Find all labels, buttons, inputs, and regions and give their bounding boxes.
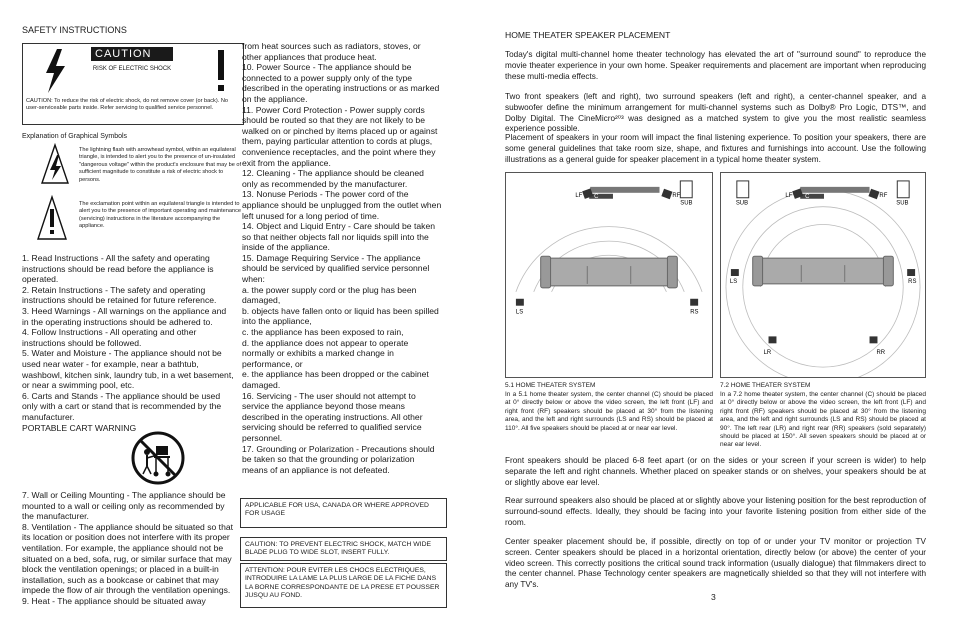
instructions-column-1b: [22, 490, 234, 607]
right-front-speaker: [661, 189, 672, 199]
caption-7-2-title: 7.2 HOME THEATER SYSTEM: [720, 382, 811, 389]
label-lr: LR: [763, 350, 772, 357]
label-lf: LF: [785, 192, 793, 199]
instruction-item: 6. Carts and Stands - The appliance should be used only with a cart or stand that is recommended by the manufacturer.: [22, 390, 222, 422]
safety-heading: SAFETY INSTRUCTIONS: [22, 25, 127, 35]
caution-box: [22, 43, 244, 125]
right-surround-speaker: [690, 299, 698, 306]
subwoofer: [680, 181, 692, 198]
left-surround-speaker: [731, 269, 739, 276]
label-ls: LS: [515, 309, 524, 316]
instruction-item: 2. Retain Instructions - The safety and operating instructions should be retained for future reference.: [22, 284, 217, 306]
instruction-item: e. the appliance has been dropped or the cabinet damaged.: [242, 369, 429, 390]
instruction-item: 12. Cleaning - The appliance should be cleaned only as recommended by the manufacturer.: [242, 168, 424, 189]
label-rr: RR: [876, 350, 886, 357]
caution-note: CAUTION: To reduce the risk of electric shock, do not remove cover (or back). No user-serviceable parts inside. Refer servicing to qualified service personnel.: [26, 98, 228, 111]
label-ls: LS: [729, 278, 738, 285]
sofa: [758, 258, 889, 284]
caption-7-2-body: In a 7.2 home theater system, the center channel (C) should be placed at 0° directly below or above the video screen, the left front (LF) and right front (RF) speakers should be placed at 30° from the listening area, and the left and right surrounds (LS and RS) should be placed at 90°. The left rear (LR) and right rear (RR) speakers (sold separately) should be placed at 150°. All seven speakers should be placed at or near ear level.: [720, 391, 926, 449]
instruction-item: PORTABLE CART WARNING: [22, 422, 137, 433]
instruction-item: 5. Water and Moisture - The appliance should not be used near water - for example, near a bathtub, washbowl, kitchen sink, laundry tub, in a wet basement, or near a swimming pool, etc.: [22, 348, 234, 391]
diagram-5-1: [505, 172, 713, 378]
video-screen: [590, 187, 659, 193]
rear-speaker-paragraph: Rear surround speakers also should be placed at or slightly above your listening position for the best reproduction of surround-sound effects. Ideally, they should be facing into your favorite listening position from either side of the room.: [505, 496, 926, 527]
lightning-triangle-icon: [40, 143, 70, 185]
instruction-item: d. the appliance does not appear to operate normally or exhibits a marked change in performance, or: [242, 337, 409, 369]
exclamation-symbol-text: The exclamation point within an equilateral triangle is intended to alert you to the presence of important operating and maintenance (servicing) instructions in the literature accompanying the appliance.: [79, 201, 242, 230]
label-rf: RF: [879, 192, 888, 199]
instruction-item: 16. Servicing - The user should not attempt to service the appliance beyond those means described in the operating instructions. All other servicing should be referred to qualified service personnel.: [242, 390, 423, 443]
subwoofer-left: [737, 181, 749, 198]
left-surround-speaker: [516, 299, 524, 306]
right-rear-speaker: [870, 336, 878, 343]
placement-paragraph: Placement of speakers in your room will impact the final listening experience. To position your speakers, there are some general guidelines that take room size, shape, and fixtures and furnishings into account. Use the following illustrations as a general guide for speaker placement in a typical home theater system.: [505, 133, 926, 164]
label-sub-right: SUB: [896, 200, 909, 207]
instruction-item: from heat sources such as radiators, stoves, or other appliances that produce heat.: [242, 41, 421, 62]
instruction-item: 9. Heat - The appliance should be situated away: [22, 595, 206, 606]
instructions-column-2: [242, 41, 442, 475]
caption-5-1-body: In a 5.1 home theater system, the center channel (C) should be placed at 0° directly below or above the video screen, the left front (LF) and right front (RF) speakers should be placed at 30° from the listening area, and the left and right surrounds (LS and RS) should be placed at 110°. All five speakers should be placed at or near ear level.: [505, 391, 713, 432]
placement-heading: HOME THEATER SPEAKER PLACEMENT: [505, 30, 671, 40]
label-rs: RS: [908, 278, 917, 285]
intro-paragraph: Today's digital multi-channel home theater technology has elevated the art of "surround sound" to reproduce the movie theater experience in your own home. Speaker requirements and placement are important when reproducing these multi-media effects.: [505, 50, 926, 81]
usa-approval-box: APPLICABLE FOR USA, CANADA OR WHERE APPROVED FOR USAGE: [240, 498, 447, 528]
center-speaker: [800, 194, 824, 199]
instruction-item: c. the appliance has been exposed to rain,: [242, 327, 404, 338]
label-c: C: [805, 193, 810, 200]
caution-banner: CAUTION: [91, 47, 173, 61]
instruction-item: 17. Grounding or Polarization - Precautions should be taken so that the grounding or polarization means of an appliance is not defeated.: [242, 443, 435, 475]
video-screen: [800, 187, 869, 193]
instruction-item: 10. Power Source - The appliance should be connected to a power supply only of the type described in the operating instructions or as marked on the appliance.: [242, 62, 440, 104]
instruction-item: 4. Follow Instructions - All operating and other instructions should be followed.: [22, 327, 197, 348]
diagram-7-2: [720, 172, 926, 378]
symbols-heading: Explanation of Graphical Symbols: [22, 133, 128, 140]
label-sub-left: SUB: [735, 200, 749, 207]
cart-warning-icon: [130, 430, 186, 486]
caption-5-1-title: 5.1 HOME THEATER SYSTEM: [505, 382, 596, 389]
plug-caution-box: CAUTION: TO PREVENT ELECTRIC SHOCK, MATCH WIDE BLADE PLUG TO WIDE SLOT, INSERT FULLY.: [240, 537, 447, 561]
french-caution-box: ATTENTION: POUR EVITER LES CHOCS ELECTRIQUES, INTRODUIRE LA LAME LA PLUS LARGE DE LA FICHE DANS LA BORNE CORRESPONDANTE DE LA PRESE ET POUSSER JUSQU AU FOND.: [240, 563, 447, 608]
front-speaker-paragraph: Front speakers should be placed 6-8 feet apart (or on the sides or your screen if your screen is wider) to help separate the left and right channels. Whether placed on speaker stands or on shelves, your speakers should be at or slightly above ear level.: [505, 456, 926, 487]
instruction-item: b. objects have fallen onto or liquid has been spilled into the appliance,: [242, 305, 439, 327]
center-speaker: [589, 194, 613, 199]
right-front-speaker: [868, 189, 879, 199]
instruction-item: a. the power supply cord or the plug has been damaged,: [242, 284, 417, 306]
instruction-item: 11. Power Cord Protection - Power supply cords should be routed so that they are not likely to be walked on or pinched by items placed up or against them, paying particular attention to cords at plugs, convenience receptacles, and the point where they exit from the appliance.: [242, 104, 438, 168]
instructions-column-1a: [22, 253, 234, 433]
lightning-bolt-icon: [40, 48, 70, 94]
center-speaker-paragraph: Center speaker placement should be, if possible, directly on top of or under your TV monitor or projection TV screen. Center speakers should be placed in a horizontal orientation, directly below (or above) the center of your video screen. This correctly positions the critical sound track information (usually dialogue) that filmmakers direct to the center channel. Phase Technology center speakers are magnetically shielded so that they will not interfere with any TV's.: [505, 537, 926, 590]
exclamation-icon: [201, 48, 241, 94]
instruction-item: 7. Wall or Ceiling Mounting - The appliance should be mounted to a wall or ceiling only as recommended by the manufacturer.: [22, 490, 226, 522]
exclamation-triangle-icon: [36, 195, 68, 241]
instruction-item: 13. Nonuse Periods - The power cord of the appliance should be unplugged from the outlet when left unused for a long period of time.: [242, 189, 442, 221]
label-sub: SUB: [680, 200, 693, 207]
right-surround-speaker: [907, 269, 915, 276]
label-rs: RS: [690, 309, 699, 316]
label-c: C: [594, 193, 599, 200]
subwoofer-right: [897, 181, 909, 198]
page-number: 3: [711, 592, 716, 602]
label-lf: LF: [575, 192, 583, 199]
caution-subtitle: RISK OF ELECTRIC SHOCK: [92, 66, 172, 72]
instruction-item: 3. Heed Warnings - All warnings on the appliance and in the operating instructions should be adhered to.: [22, 305, 227, 327]
instruction-item: 15. Damage Requiring Service - The appliance should be serviced by qualified service personnel when:: [242, 252, 430, 285]
system-paragraph: Two front speakers (left and right), two surround speakers (left and right), a center-channel speaker, and a subwoofer define the minimum arrangement for multi-channel systems such as Dolby® Pro Logic, DTS™, and Dolby Digital. The CineMicro²⁰³ was designed as a matched system to give you the most realistic seamless experience possible.: [505, 92, 926, 134]
instruction-item: 14. Object and Liquid Entry - Care should be taken so that neither objects fall nor liquids spill into the inside of the appliance.: [242, 221, 435, 253]
sofa: [546, 258, 673, 286]
instruction-item: 1. Read Instructions - All the safety and operating instructions should be read before the appliance is operated.: [22, 253, 214, 285]
instruction-item: 8. Ventilation - The appliance should be situated so that its location or position does not interfere with its proper ventilation. For example, the appliance should not be situated on a bed, sofa, rug, or similar surface that may block the ventilation openings; or placed in a built-in installation, such as a bookcase or cabinet that may impede the flow of air through the ventilation openings.: [22, 521, 234, 596]
label-rf: RF: [672, 192, 681, 199]
left-rear-speaker: [769, 336, 777, 343]
lightning-symbol-text: The lightning flash with arrowhead symbol, within an equilateral triangle, is intended to alert you to the presence of un-insulated "dangerous voltage" within the product's enclosure that may be of sufficient magnitude to constitute a risk of electric shock to persons.: [79, 147, 242, 183]
